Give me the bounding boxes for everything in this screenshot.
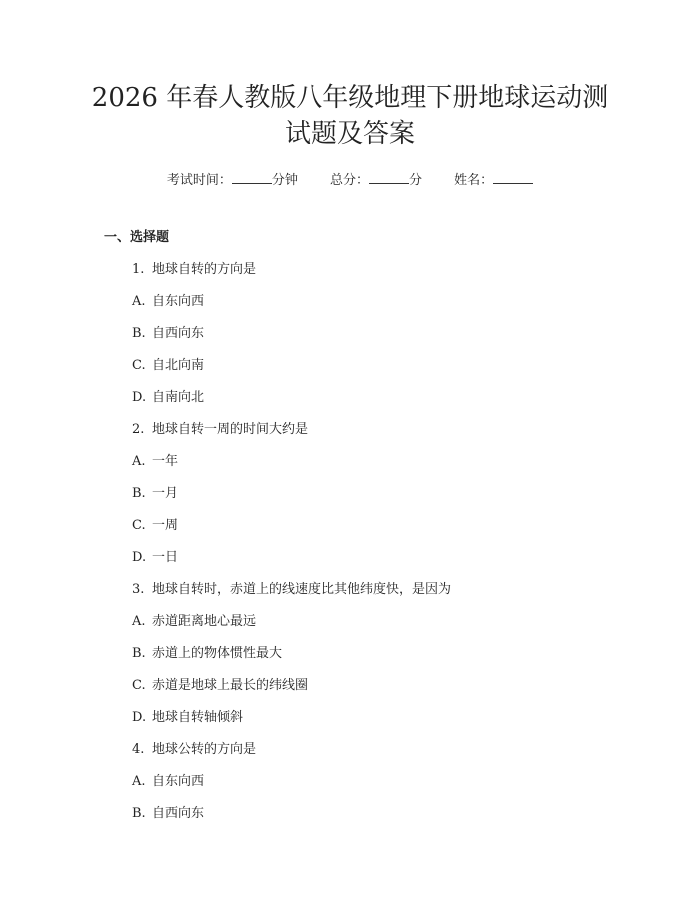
line-number: C. (132, 678, 146, 693)
question-line (132, 258, 451, 290)
option-line (132, 770, 451, 802)
option-line (132, 354, 451, 386)
line-number: B. (132, 806, 146, 821)
exam-time (167, 170, 298, 190)
option-line (132, 674, 451, 706)
exam-time-unit: 分钟 (271, 173, 298, 188)
page-title-line-1: 2026 年春人教版八年级地理下册地球运动测 (91, 83, 609, 113)
line-text: 地球自转一周的时间大约是 (152, 422, 309, 437)
page-title-line-2: 试题及答案 (284, 119, 415, 149)
line-text: 自西向东 (152, 806, 205, 821)
option-line (132, 706, 451, 738)
line-text: 自西向东 (152, 326, 205, 341)
line-number: A. (132, 614, 146, 629)
line-text: 地球自转的方向是 (152, 262, 257, 277)
line-number: B. (132, 326, 146, 341)
section-heading: 一、选择题 (104, 230, 170, 245)
option-line (132, 802, 451, 834)
line-text: 自南向北 (152, 390, 205, 405)
line-number: A. (132, 294, 146, 309)
option-line (132, 514, 451, 546)
line-text: 自东向西 (152, 774, 205, 789)
student-name (454, 170, 533, 190)
option-line (132, 482, 451, 514)
question-line (132, 578, 451, 610)
line-text: 赤道上的物体惯性最大 (152, 646, 283, 661)
student-name-label: 姓名： (454, 173, 494, 188)
line-number: C. (132, 518, 146, 533)
line-number: 3. (132, 582, 145, 597)
line-text: 一月 (152, 486, 179, 501)
line-number: A. (132, 774, 146, 789)
exam-meta (0, 170, 700, 190)
option-line (132, 642, 451, 674)
option-line (132, 322, 451, 354)
line-text: 地球自转时，赤道上的线速度比其他纬度快，是因为 (152, 582, 452, 597)
option-line (132, 546, 451, 578)
question-line (132, 418, 451, 450)
line-text: 赤道距离地心最远 (152, 614, 257, 629)
line-number: C. (132, 358, 146, 373)
total-score (330, 170, 422, 190)
line-text: 自北向南 (152, 358, 205, 373)
line-number: D. (132, 390, 147, 405)
exam-time-label: 考试时间： (166, 173, 232, 188)
line-number: B. (132, 486, 146, 501)
line-text: 地球自转轴倾斜 (152, 710, 244, 725)
page-title (60, 80, 640, 152)
line-number: 2. (132, 422, 145, 437)
line-number: 1. (132, 262, 145, 277)
line-number: A. (132, 454, 146, 469)
question-list (132, 258, 451, 834)
option-line (132, 290, 451, 322)
option-line (132, 450, 451, 482)
total-score-unit: 分 (409, 173, 423, 188)
total-score-label: 总分： (329, 173, 369, 188)
line-text: 一周 (152, 518, 179, 533)
line-number: B. (132, 646, 146, 661)
line-text: 赤道是地球上最长的纬线圈 (152, 678, 309, 693)
line-text: 自东向西 (152, 294, 205, 309)
line-text: 地球公转的方向是 (152, 742, 257, 757)
student-name-blank (493, 170, 533, 184)
option-line (132, 386, 451, 418)
option-line (132, 610, 451, 642)
line-number: D. (132, 710, 147, 725)
line-text: 一日 (152, 550, 179, 565)
exam-time-blank (232, 170, 272, 184)
line-number: D. (132, 550, 147, 565)
question-line (132, 738, 451, 770)
line-text: 一年 (152, 454, 179, 469)
total-score-blank (369, 170, 409, 184)
line-number: 4. (132, 742, 145, 757)
